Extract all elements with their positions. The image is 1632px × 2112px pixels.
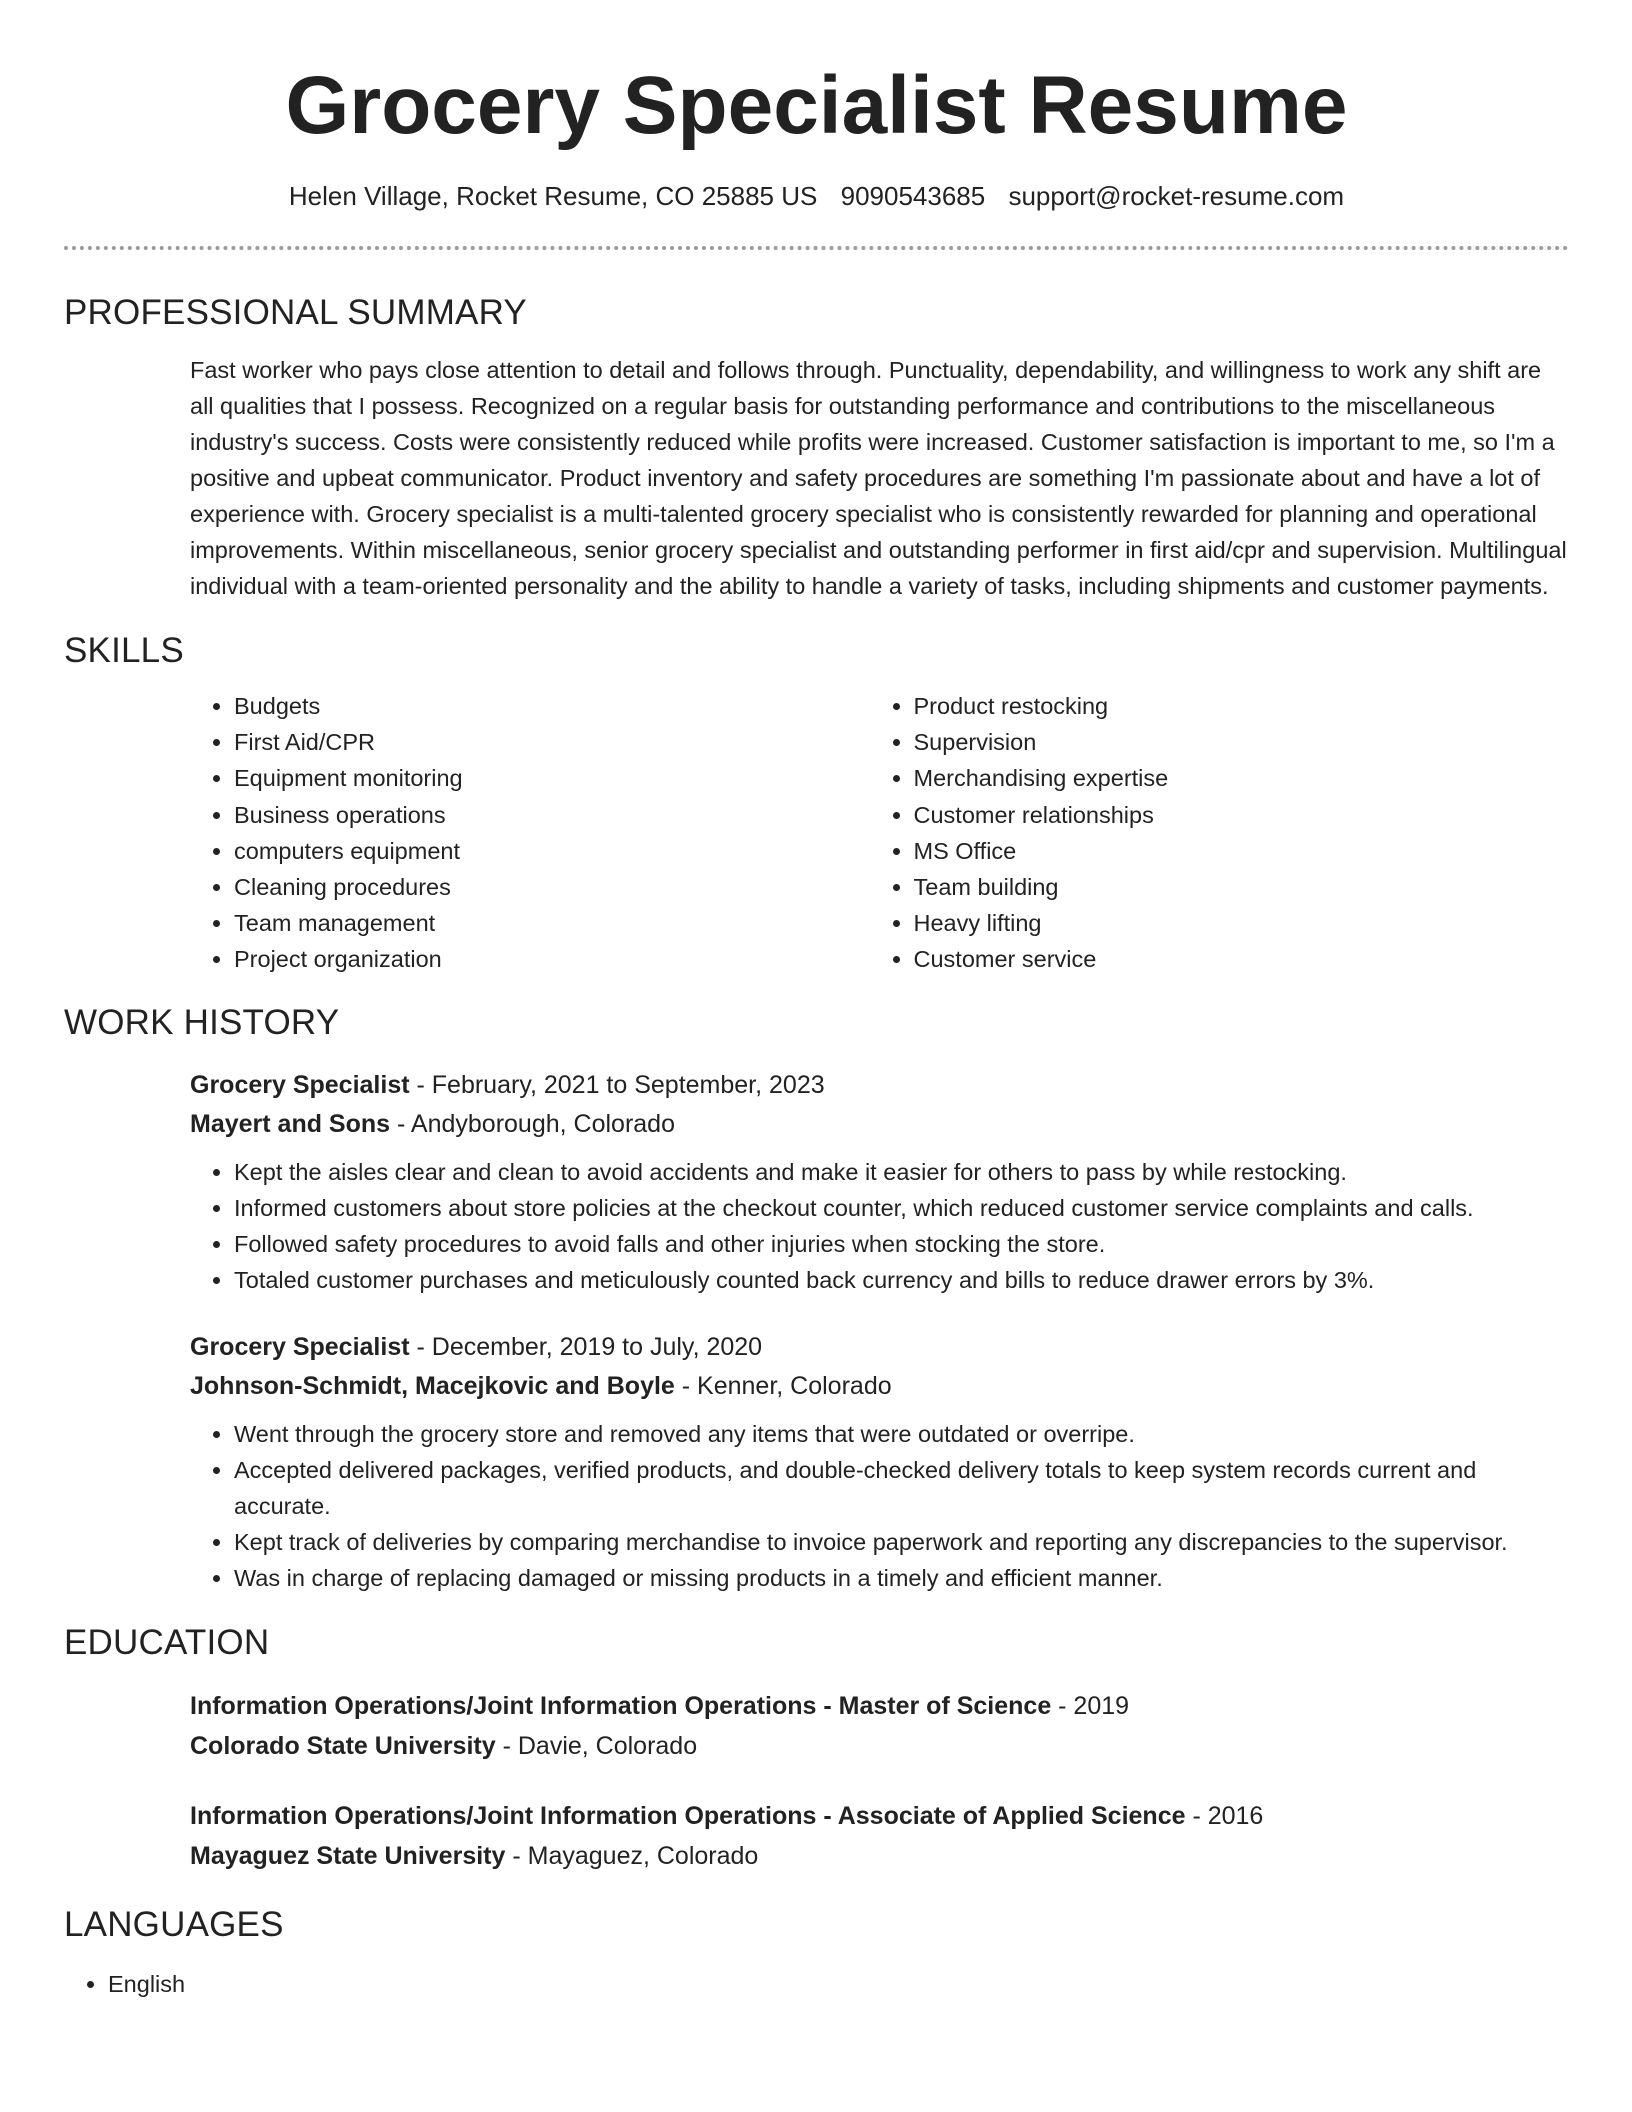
education-year: - 2019 bbox=[1051, 1691, 1130, 1720]
contact-address: Helen Village, Rocket Resume, CO 25885 US bbox=[288, 181, 818, 211]
education-entry bbox=[190, 1796, 1569, 1876]
job-duty-item: • Followed safety procedures to avoid falls and other injuries when stocking the store. bbox=[234, 1226, 1569, 1262]
job-duties bbox=[190, 1416, 1569, 1596]
education-year: - 2016 bbox=[1185, 1801, 1264, 1830]
education-location: - Mayaguez, Colorado bbox=[505, 1841, 759, 1870]
education-degree: Information Operations/Joint Information Operations - Associate of Applied Science bbox=[190, 1801, 1186, 1830]
job-dates: - February, 2021 to September, 2023 bbox=[409, 1070, 825, 1099]
education-list bbox=[190, 1686, 1569, 1876]
skill-item: • MS Office bbox=[914, 833, 1570, 869]
skill-item: • Equipment monitoring bbox=[234, 760, 870, 796]
languages-list bbox=[64, 1966, 1569, 2002]
skill-item: • Team building bbox=[914, 869, 1570, 905]
language-item: • English bbox=[108, 1966, 1569, 2002]
job-duty-item: • Kept the aisles clear and clean to avoid accidents and make it easier for others to pass by while restocking. bbox=[234, 1154, 1569, 1190]
job-heading bbox=[190, 1328, 1569, 1366]
header-divider bbox=[64, 246, 1569, 250]
skill-item: • Team management bbox=[234, 905, 870, 941]
contact-phone: 9090543685 bbox=[840, 181, 986, 211]
education-school-line bbox=[190, 1836, 1569, 1876]
job-title: Grocery Specialist bbox=[190, 1070, 410, 1099]
section-title-skills: SKILLS bbox=[64, 631, 184, 670]
skill-item: • First Aid/CPR bbox=[234, 724, 870, 760]
section-title-education: EDUCATION bbox=[64, 1622, 270, 1662]
job-entry bbox=[190, 1328, 1569, 1596]
contact-line bbox=[64, 180, 1569, 212]
skill-item: • Cleaning procedures bbox=[234, 869, 870, 905]
contact-email: support@rocket-resume.com bbox=[1008, 181, 1345, 211]
skill-item: • Heavy lifting bbox=[914, 905, 1570, 941]
job-title: Grocery Specialist bbox=[190, 1332, 410, 1361]
education-school: Colorado State University bbox=[190, 1731, 496, 1760]
job-employer-line bbox=[190, 1104, 1569, 1144]
job-duty-item: • Kept track of deliveries by comparing merchandise to invoice paperwork and reporting any discrepancies to the supervisor. bbox=[234, 1524, 1569, 1560]
job-company: Johnson-Schmidt, Macejkovic and Boyle bbox=[190, 1371, 675, 1400]
section-title-work-history: WORK HISTORY bbox=[64, 1002, 340, 1042]
skill-item: • Business operations bbox=[234, 797, 870, 833]
skill-item: • Project organization bbox=[234, 941, 870, 977]
education-heading bbox=[190, 1796, 1569, 1836]
summary-text: Fast worker who pays close attention to detail and follows through. Punctuality, dependability, and willingness to work any shift are all qualities that I possess. Recognized on a regular basis for outstanding performance and contributions to the miscellaneous industry's success. Costs were consistently reduced while profits were increased. Customer satisfaction is important to me, so I'm a positive and upbeat communicator. Product inventory and safety procedures are something I'm passionate about and have a lot of experience with. Grocery specialist is a multi-talented grocery specialist who is consistently rewarded for planning and operational improvements. Within miscellaneous, senior grocery specialist and outstanding performer in first aid/cpr and supervision. Multilingual individual with a team-oriented personality and the ability to handle a variety of tasks, including shipments and customer payments. bbox=[190, 357, 1567, 599]
education-entry bbox=[190, 1686, 1569, 1766]
skill-item: • Budgets bbox=[234, 688, 870, 724]
job-duty-item: • Was in charge of replacing damaged or missing products in a timely and efficient manner. bbox=[234, 1560, 1569, 1596]
skill-item: • Product restocking bbox=[914, 688, 1570, 724]
skill-item: • computers equipment bbox=[234, 833, 870, 869]
skills-list bbox=[190, 688, 1569, 978]
education-school: Mayaguez State University bbox=[190, 1841, 506, 1870]
job-duty-item: • Totaled customer purchases and meticulously counted back currency and bills to reduce drawer errors by 3%. bbox=[234, 1262, 1569, 1298]
skills-column-right bbox=[870, 688, 1570, 978]
job-duty-item: • Accepted delivered packages, verified products, and double-checked delivery totals to keep system records current and accurate. bbox=[234, 1452, 1569, 1524]
job-location: - Andyborough, Colorado bbox=[390, 1109, 675, 1138]
skill-item: • Merchandising expertise bbox=[914, 760, 1570, 796]
section-title-languages: LANGUAGES bbox=[64, 1904, 284, 1944]
job-heading bbox=[190, 1066, 1569, 1104]
job-duties bbox=[190, 1154, 1569, 1298]
work-history-list bbox=[190, 1066, 1569, 1596]
section-title-summary: PROFESSIONAL SUMMARY bbox=[64, 293, 527, 332]
education-school-line bbox=[190, 1726, 1569, 1766]
education-location: - Davie, Colorado bbox=[495, 1731, 698, 1760]
skill-item: • Supervision bbox=[914, 724, 1570, 760]
education-heading bbox=[190, 1686, 1569, 1726]
education-degree: Information Operations/Joint Information Operations - Master of Science bbox=[190, 1691, 1052, 1720]
job-company: Mayert and Sons bbox=[190, 1109, 391, 1138]
skill-item: • Customer service bbox=[914, 941, 1570, 977]
job-duty-item: • Informed customers about store policies at the checkout counter, which reduced customer service complaints and calls. bbox=[234, 1190, 1569, 1226]
job-entry bbox=[190, 1066, 1569, 1298]
job-dates: - December, 2019 to July, 2020 bbox=[409, 1332, 763, 1361]
skills-column-left bbox=[190, 688, 870, 978]
job-duty-item: • Went through the grocery store and removed any items that were outdated or overripe. bbox=[234, 1416, 1569, 1452]
job-employer-line bbox=[190, 1366, 1569, 1406]
skill-item: • Customer relationships bbox=[914, 797, 1570, 833]
resume-page bbox=[64, 0, 1569, 2002]
resume-title: Grocery Specialist Resume bbox=[285, 60, 1348, 151]
job-location: - Kenner, Colorado bbox=[674, 1371, 892, 1400]
